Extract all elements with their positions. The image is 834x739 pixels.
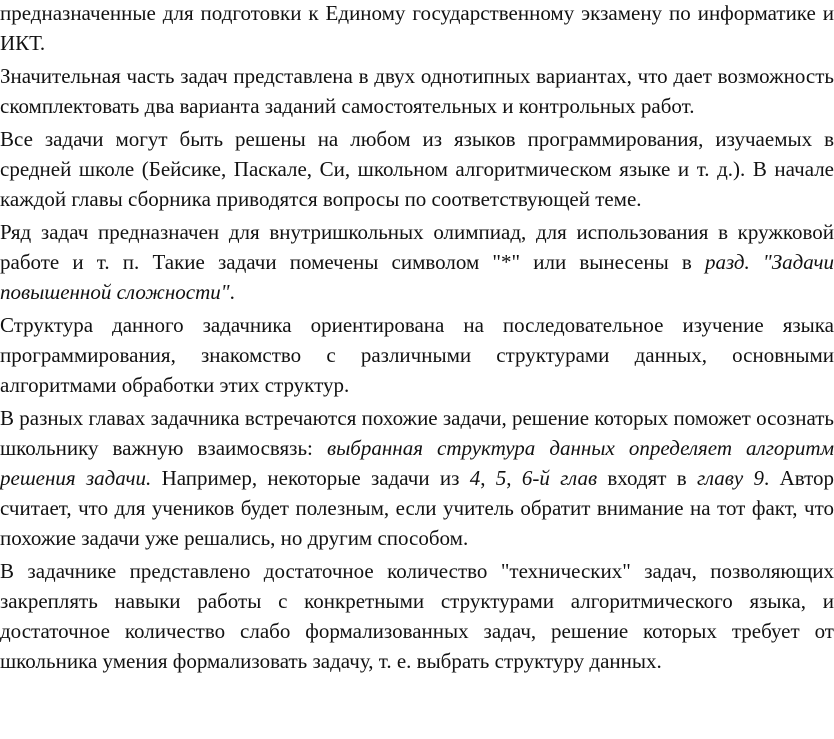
paragraph-text: входят в [597, 466, 697, 490]
paragraph-6 [0, 403, 834, 553]
paragraph-text: , [480, 466, 496, 490]
emphasis-text: выбранная структура данных определяет алгоритм решения задачи. [0, 436, 834, 490]
chapter-reference: 4 [469, 466, 481, 490]
paragraph-text: Например, некоторые задачи из [151, 466, 470, 490]
chapter-reference: 6-й глав [521, 466, 598, 490]
paragraph-3 [0, 124, 834, 214]
paragraph-7 [0, 556, 834, 676]
paragraph-text: . Автор считает, что для учеников будет полезным, если учитель обратит внимание на тот факт, что похожие задачи уже решались, но другим способом. [0, 466, 834, 550]
paragraph-5 [0, 310, 834, 400]
paragraph-text: В разных главах задачника встречаются похожие задачи, решение которых поможет осознать школьнику важную взаимосвязь: [0, 406, 834, 460]
paragraph-text: Все задачи могут быть решены на любом из языков программирования, изучаемых в средней школе (Бейсике, Паскале, Си, школьном алгоритмическом языке и т. д.). В начале каждой главы сборника приводятся вопросы по соответствующей теме. [0, 127, 834, 211]
paragraph-text: В задачнике представлено достаточное количество "технических" задач, позволяющих закреплять навыки работы с конкретными структурами алгоритмического языка, и достаточное количество слабо формализованных задач, решение которых требует от школьника умения формализовать задачу, т. е. выбрать структуру данных. [0, 559, 834, 673]
paragraph-1 [0, 0, 834, 58]
paragraph-text: . [229, 280, 235, 304]
paragraph-text: Ряд задач предназначен для внутришкольных олимпиад, для использования в кружковой работе и т. п. Такие задачи помечены символом "*" или вынесены в [0, 220, 834, 274]
paragraph-text: , [506, 466, 522, 490]
chapter-reference: главу 9 [696, 466, 765, 490]
paragraph-text: предназначенные для подготовки к Единому государственному экзамену по информатике и ИКТ. [0, 1, 834, 55]
paragraph-2 [0, 61, 834, 121]
section-reference: разд. "Задачи повышенной сложности" [0, 250, 834, 304]
paragraph-4 [0, 217, 834, 307]
paragraph-text: Значительная часть задач представлена в двух однотипных вариантах, что дает возможность скомплектовать два варианта заданий самостоятельных и контрольных работ. [0, 64, 834, 118]
paragraph-text: Структура данного задачника ориентирована на последовательное изучение языка программирования, знакомство с различными структурами данных, основными алгоритмами обработки этих структур. [0, 313, 834, 397]
chapter-reference: 5 [495, 466, 507, 490]
